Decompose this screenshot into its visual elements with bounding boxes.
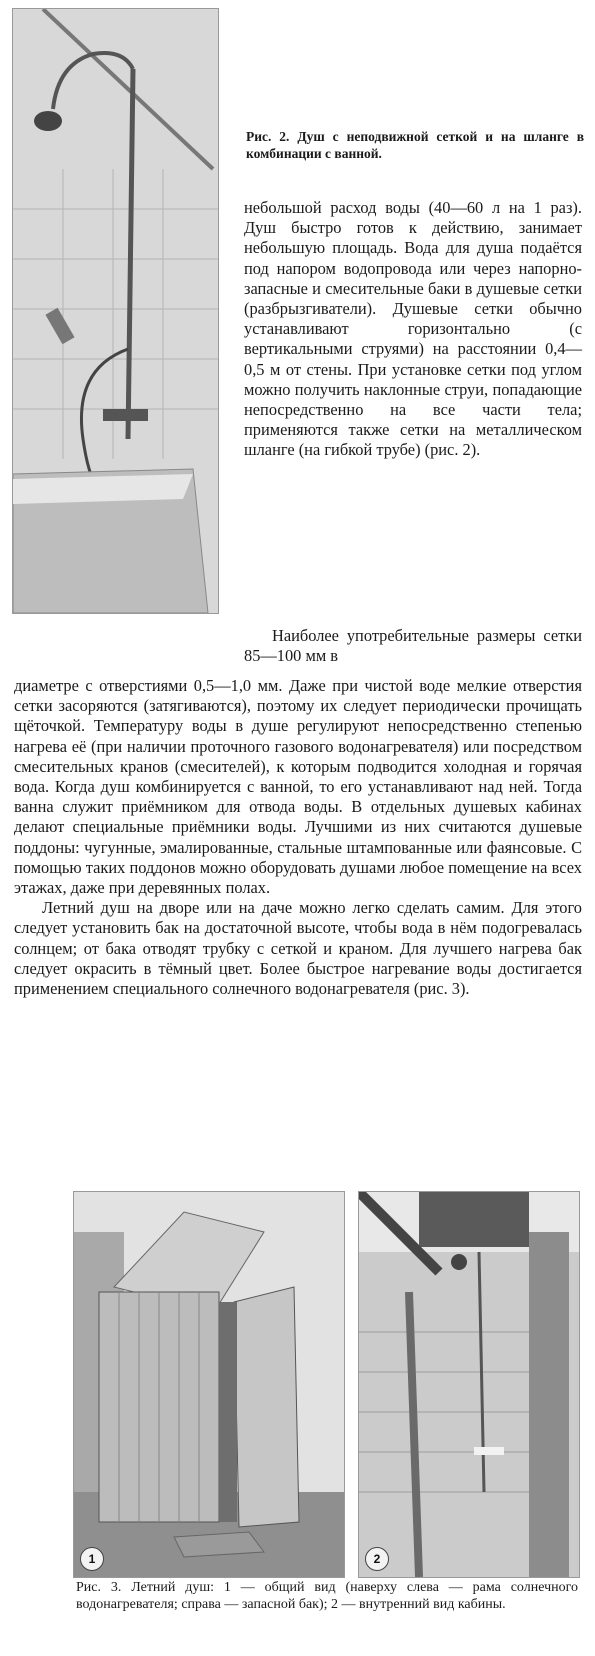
paragraph-1: небольшой расход воды (40—60 л на 1 раз). Душ быстро готов к действию, занимает небольшую площадь. Вода для душа подаётся под напором водопровода или через напорно-запасные и смесительные баки в душевые сетки (разбрызгиватели). Душевые сетки обычно устанавливают горизонтально (с вертикальными струями) на расстоянии 0,4—0,5 м от стены. При установке сетки под углом можно получить наклонные струи, попадающие непосредственно на все части тела; применяются также сетки на металлическом шланге (на гибкой трубе) (рис. 2). [244, 198, 582, 460]
photo-number-1: 1 [80, 1547, 104, 1571]
summer-shower-exterior-photo [73, 1191, 345, 1578]
summer-shower-interior-photo [358, 1191, 580, 1578]
shower-bathtub-photo [12, 8, 219, 614]
paragraph-2-rest: диаметре с отверстиями 0,5—1,0 мм. Даже при чистой воде мелкие отверстия сетки засоряются (затягиваются), поэтому их следует периодически прочищать щёточкой. Температуру воды в душе регулируют непосредственно степенью нагрева её (при наличии проточного газового водонагревателя) или посредством смесительных кранов (смесителей), к которым подводится холодная и горячая вода. Когда душ комбинируется с ванной, то его устанавливают над ней. Тогда ванна служит приёмником для отвода воды. В отдельных душевых кабинах делают специальные приёмники воды. Лучшими из них считаются душевые поддоны: чугунные, эмалированные, стальные штампованные или фаянсовые. С помощью таких поддонов можно оборудовать душами любое помещение на всех этажах, даже при деревянных полах. [14, 676, 582, 898]
figure-2-caption: Рис. 2. Душ с неподвижной сеткой и на шланге в комбинации с ванной. [246, 129, 584, 161]
paragraph-2-start [244, 626, 582, 666]
text-column-lower [14, 676, 582, 999]
text-column-upper [244, 198, 582, 461]
paragraph-2-first-line: Наиболее употребительные размеры сетки 85—100 мм в [244, 626, 582, 666]
figure-3-caption: Рис. 3. Летний душ: 1 — общий вид (наверху слева — рама солнечного водонагревателя; справа — запасной бак); 2 — внутренний вид кабины. [76, 1580, 578, 1612]
photo-number-2: 2 [365, 1547, 389, 1571]
paragraph-3: Летний душ на дворе или на даче можно легко сделать самим. Для этого следует установить бак на достаточной высоте, чтобы вода в нём подогревалась солнцем; от бака отводят трубку с сеткой и краном. Для лучшего нагрева бак следует окрасить в тёмный цвет. Более быстрое нагревание воды достигается применением специального солнечного водонагревателя (рис. 3). [14, 898, 582, 999]
